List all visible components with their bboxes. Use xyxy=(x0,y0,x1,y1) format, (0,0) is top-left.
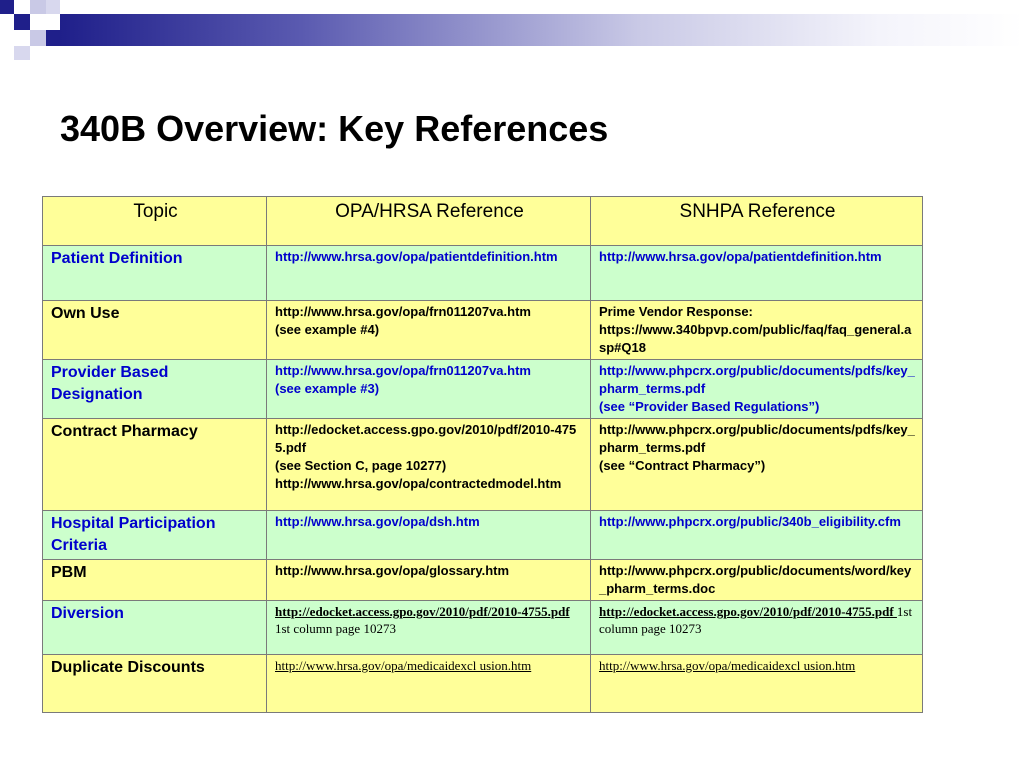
table-row xyxy=(43,601,923,655)
reference-note: (see “Provider Based Regulations”) xyxy=(599,399,820,414)
reference-link[interactable]: http://www.hrsa.gov/opa/medicaidexcl usion.htm xyxy=(599,658,856,673)
reference-link[interactable]: http://www.hrsa.gov/opa/frn011207va.htm xyxy=(275,304,531,319)
opa-reference-cell xyxy=(267,560,591,601)
reference-link[interactable]: http://www.hrsa.gov/opa/medicaidexcl usion.htm xyxy=(275,658,532,673)
opa-reference-cell xyxy=(267,419,591,511)
table-row xyxy=(43,655,923,713)
reference-note: (see “Contract Pharmacy”) xyxy=(599,458,766,473)
deco-square xyxy=(14,14,30,30)
opa-reference-cell xyxy=(267,655,591,713)
opa-reference-cell xyxy=(267,301,591,360)
reference-link[interactable]: http://www.phpcrx.org/public/documents/pdfs/key_pharm_terms.pdf xyxy=(599,422,915,455)
snhpa-reference-cell xyxy=(591,601,923,655)
reference-link[interactable]: http://edocket.access.gpo.gov/2010/pdf/2010-4755.pdf xyxy=(599,604,897,619)
topic-cell: Patient Definition xyxy=(43,246,267,301)
reference-note: (see example #3) xyxy=(275,381,380,396)
opa-reference-cell xyxy=(267,360,591,419)
title-gradient-band xyxy=(60,14,1024,46)
snhpa-reference-cell xyxy=(591,419,923,511)
reference-note: 1st column page 10273 xyxy=(599,604,913,636)
header-opa: OPA/HRSA Reference xyxy=(267,197,591,246)
reference-link[interactable]: http://www.hrsa.gov/opa/patientdefinition.htm xyxy=(275,249,558,264)
opa-reference-cell xyxy=(267,511,591,560)
reference-link[interactable]: http://www.hrsa.gov/opa/glossary.htm xyxy=(275,563,510,578)
snhpa-reference-cell xyxy=(591,511,923,560)
reference-note: 1st column page 10273 xyxy=(275,621,396,636)
reference-link[interactable]: http://www.hrsa.gov/opa/contractedmodel.htm xyxy=(275,476,562,491)
topic-cell: Diversion xyxy=(43,601,267,655)
deco-square xyxy=(0,0,14,14)
snhpa-reference-cell xyxy=(591,246,923,301)
topic-cell: Provider Based Designation xyxy=(43,360,267,419)
deco-square xyxy=(30,0,46,14)
reference-note: Prime Vendor Response: xyxy=(599,304,753,319)
table-row xyxy=(43,560,923,601)
table-row xyxy=(43,419,923,511)
deco-square xyxy=(30,30,46,46)
header-topic: Topic xyxy=(43,197,267,246)
reference-link[interactable]: http://www.phpcrx.org/public/documents/pdfs/key_pharm_terms.pdf xyxy=(599,363,915,396)
page-title: 340B Overview: Key References xyxy=(60,108,609,149)
table-header-row xyxy=(43,197,923,246)
topic-cell: Contract Pharmacy xyxy=(43,419,267,511)
table-row xyxy=(43,246,923,301)
reference-link[interactable]: http://www.hrsa.gov/opa/dsh.htm xyxy=(275,514,480,529)
deco-square xyxy=(46,0,60,14)
reference-link[interactable]: http://www.phpcrx.org/public/340b_eligibility.cfm xyxy=(599,514,901,529)
opa-reference-cell xyxy=(267,601,591,655)
table-row xyxy=(43,360,923,419)
snhpa-reference-cell xyxy=(591,655,923,713)
reference-note: (see example #4) xyxy=(275,322,380,337)
references-table xyxy=(42,196,923,713)
reference-link[interactable]: https://www.340bpvp.com/public/faq/faq_general.asp#Q18 xyxy=(599,322,912,355)
topic-cell: Duplicate Discounts xyxy=(43,655,267,713)
reference-link[interactable]: http://www.phpcrx.org/public/documents/word/key_pharm_terms.doc xyxy=(599,563,912,596)
reference-note: (see Section C, page 10277) xyxy=(275,458,447,473)
reference-link[interactable]: http://edocket.access.gpo.gov/2010/pdf/2010-4755.pdf xyxy=(275,422,577,455)
snhpa-reference-cell xyxy=(591,360,923,419)
reference-link[interactable]: http://www.hrsa.gov/opa/frn011207va.htm xyxy=(275,363,531,378)
reference-link[interactable]: http://www.hrsa.gov/opa/patientdefinition.htm xyxy=(599,249,882,264)
opa-reference-cell xyxy=(267,246,591,301)
snhpa-reference-cell xyxy=(591,560,923,601)
header-snhpa: SNHPA Reference xyxy=(591,197,923,246)
reference-link[interactable]: http://edocket.access.gpo.gov/2010/pdf/2010-4755.pdf xyxy=(275,604,570,619)
snhpa-reference-cell xyxy=(591,301,923,360)
deco-square xyxy=(14,46,30,60)
topic-cell: Hospital Participation Criteria xyxy=(43,511,267,560)
table-row xyxy=(43,301,923,360)
deco-square xyxy=(46,30,60,46)
topic-cell: Own Use xyxy=(43,301,267,360)
topic-cell: PBM xyxy=(43,560,267,601)
table-row xyxy=(43,511,923,560)
